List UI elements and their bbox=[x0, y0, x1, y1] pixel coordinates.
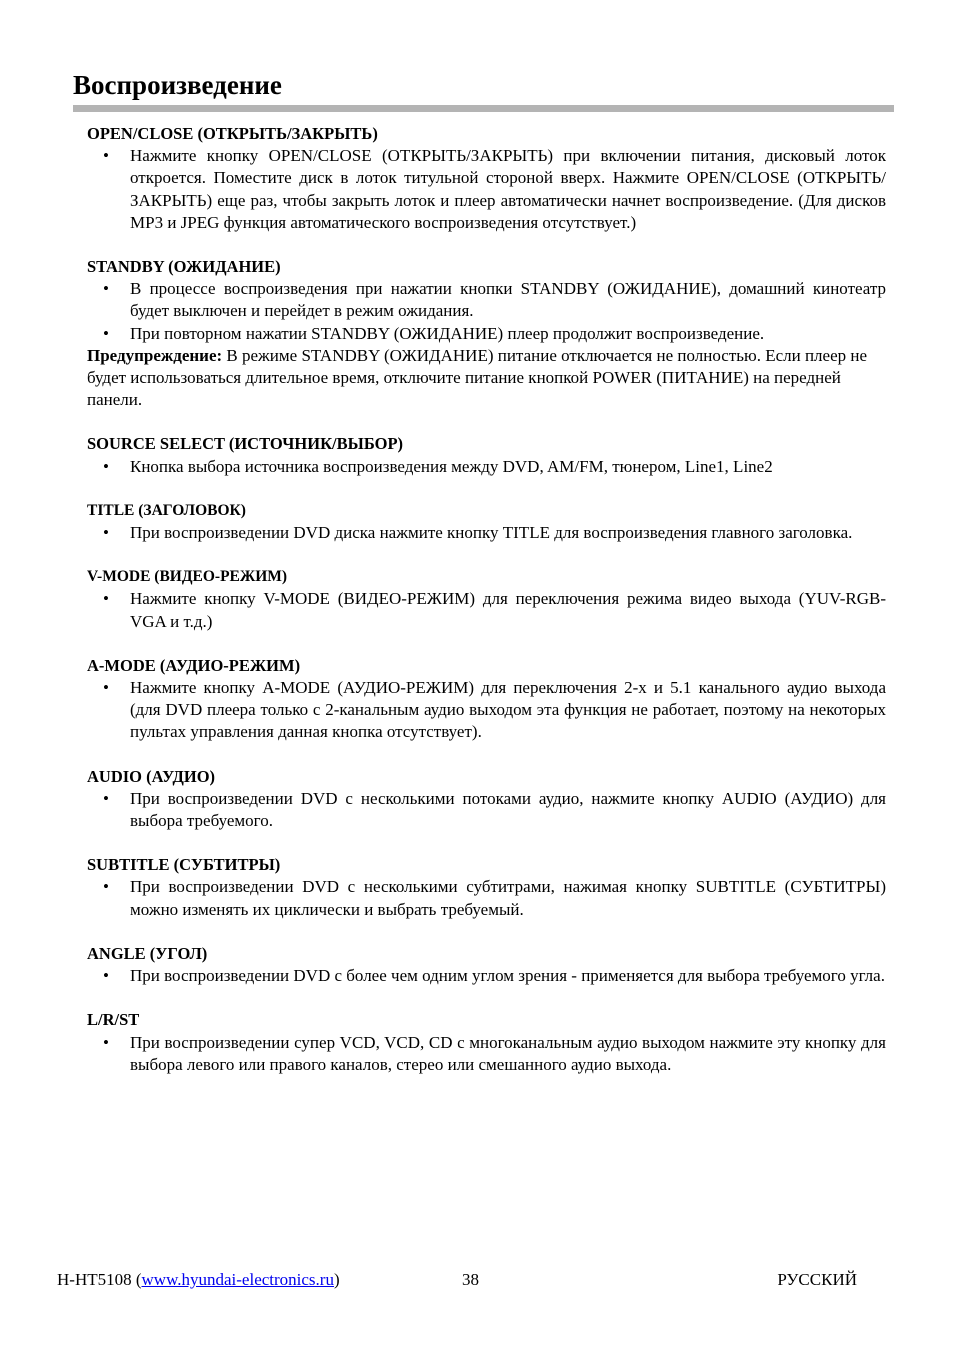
warning-label: Предупреждение: bbox=[87, 345, 223, 365]
bullet-list bbox=[87, 278, 886, 345]
bullet-icon: • bbox=[103, 279, 109, 299]
list-item-text: При воспроизведении DVD с несколькими субтитрами, нажимая кнопку SUBTITLE (СУБТИТРЫ) можно изменять их циклически и выбрать требуемый. bbox=[130, 877, 886, 919]
section-lrst bbox=[87, 1009, 886, 1076]
footer-model-suffix: ) bbox=[333, 1270, 340, 1289]
section-a-mode bbox=[87, 655, 886, 744]
bullet-icon: • bbox=[103, 788, 109, 808]
list-item bbox=[87, 323, 886, 345]
section-heading: SUBTITLE (СУБТИТРЫ) bbox=[87, 855, 281, 875]
warning-text: В режиме STANDBY (ОЖИДАНИЕ) питание отключается не полностью. Если плеер не будет использоваться длительное время, отключите питание кнопкой POWER (ПИТАНИЕ) на передней панели. bbox=[87, 345, 868, 410]
bullet-list bbox=[87, 588, 886, 632]
list-item-text: В процессе воспроизведения при нажатии кнопки STANDBY (ОЖИДАНИЕ), домашний кинотеатр будет выключен и перейдет в режим ожидания. bbox=[130, 279, 886, 321]
list-item-text: Нажмите кнопку V-MODE (ВИДЕО-РЕЖИМ) для переключения режима видео выхода (YUV-RGB-VGA и т.д.) bbox=[130, 589, 886, 631]
bullet-list bbox=[87, 522, 886, 544]
list-item-text: При повторном нажатии STANDBY (ОЖИДАНИЕ) плеер продолжит воспроизведение. bbox=[130, 323, 765, 343]
section-title bbox=[87, 500, 886, 544]
list-item bbox=[87, 145, 886, 234]
list-item-text: Кнопка выбора источника воспроизведения между DVD, AM/FM, тюнером, Line1, Line2 bbox=[130, 456, 773, 476]
section-heading: A-MODE (АУДИО-РЕЖИМ) bbox=[87, 655, 301, 675]
bullet-icon: • bbox=[103, 678, 109, 698]
footer-language: РУССКИЙ bbox=[777, 1270, 857, 1289]
list-item-text: При воспроизведении супер VCD, VCD, CD с многоканальным аудио выходом нажмите эту кнопку для выбора левого или правого каналов, стерео или смешанного аудио выхода. bbox=[130, 1032, 886, 1074]
list-item-text: При воспроизведении DVD диска нажмите кнопку TITLE для воспроизведения главного заголовка. bbox=[130, 523, 853, 543]
bullet-list bbox=[87, 1032, 886, 1076]
list-item-text: При воспроизведении DVD с несколькими потоками аудио, нажмите кнопку AUDIO (АУДИО) для выбора требуемого. bbox=[130, 788, 886, 831]
section-heading: SOURCE SELECT (ИСТОЧНИК/ВЫБОР) bbox=[87, 434, 404, 454]
section-source-select bbox=[87, 433, 886, 477]
title-rule bbox=[73, 105, 894, 112]
bullet-list bbox=[87, 876, 886, 920]
bullet-icon: • bbox=[103, 323, 109, 343]
bullet-list bbox=[87, 145, 886, 234]
page-number: 38 bbox=[462, 1270, 479, 1289]
list-item-text: Нажмите кнопку OPEN/CLOSE (ОТКРЫТЬ/ЗАКРЫТЬ) при включении питания, дисковый лоток откроется. Поместите диск в лоток титульной стороной вверх. Нажмите OPEN/CLOSE (ОТКРЫТЬ/ЗАКРЫТЬ) еще раз, чтобы закрыть лоток и плеер автоматически начнет воспроизведение. (Для дисков MP3 и JPEG функция автоматического воспроизведения отсутствует.) bbox=[130, 146, 886, 232]
section-heading: V-MODE (ВИДЕО-РЕЖИМ) bbox=[87, 568, 288, 586]
section-subtitle bbox=[87, 854, 886, 921]
section-heading: L/R/ST bbox=[87, 1010, 140, 1030]
section-standby bbox=[87, 256, 886, 411]
list-item bbox=[87, 588, 886, 632]
website-link[interactable]: www.hyundai-electronics.ru bbox=[141, 1270, 334, 1289]
page-footer bbox=[57, 1269, 857, 1291]
bullet-list bbox=[87, 788, 886, 832]
warning-note bbox=[87, 345, 886, 412]
list-item-text: При воспроизведении DVD с более чем одним углом зрения - применяется для выбора требуемого угла. bbox=[130, 966, 885, 986]
section-heading: TITLE (ЗАГОЛОВОК) bbox=[87, 501, 246, 519]
bullet-icon: • bbox=[103, 456, 109, 476]
section-heading: STANDBY (ОЖИДАНИЕ) bbox=[87, 257, 281, 277]
list-item bbox=[87, 788, 886, 832]
list-item bbox=[87, 278, 886, 322]
bullet-icon: • bbox=[103, 146, 109, 166]
bullet-list bbox=[87, 677, 886, 744]
section-v-mode bbox=[87, 566, 886, 633]
list-item bbox=[87, 456, 886, 478]
page-title: Воспроизведение bbox=[73, 70, 282, 100]
bullet-icon: • bbox=[103, 877, 109, 897]
bullet-list bbox=[87, 456, 886, 478]
bullet-icon: • bbox=[103, 966, 109, 986]
section-heading: AUDIO (АУДИО) bbox=[87, 766, 216, 786]
list-item bbox=[87, 677, 886, 744]
section-heading: OPEN/CLOSE (ОТКРЫТЬ/ЗАКРЫТЬ) bbox=[87, 124, 378, 143]
section-open-close bbox=[87, 123, 886, 234]
list-item bbox=[87, 1032, 886, 1076]
list-item-text: Нажмите кнопку A-MODE (АУДИО-РЕЖИМ) для переключения 2-х и 5.1 канального аудио выхода (для DVD плеера только с 2-канальным аудио выходом эта функция не работает, поэтому на некоторых пультах управления данная кнопка отсутствует). bbox=[130, 678, 886, 742]
section-heading: ANGLE (УГОЛ) bbox=[87, 943, 208, 963]
list-item bbox=[87, 522, 886, 544]
list-item bbox=[87, 965, 886, 987]
bullet-icon: • bbox=[103, 523, 109, 543]
bullet-icon: • bbox=[103, 1032, 109, 1052]
bullet-list bbox=[87, 965, 886, 987]
bullet-icon: • bbox=[103, 589, 109, 609]
document-body bbox=[87, 123, 886, 1098]
footer-model-prefix: H-HT5108 ( bbox=[57, 1270, 142, 1289]
list-item bbox=[87, 876, 886, 920]
footer-model bbox=[57, 1269, 340, 1291]
section-angle bbox=[87, 943, 886, 987]
section-audio bbox=[87, 766, 886, 833]
